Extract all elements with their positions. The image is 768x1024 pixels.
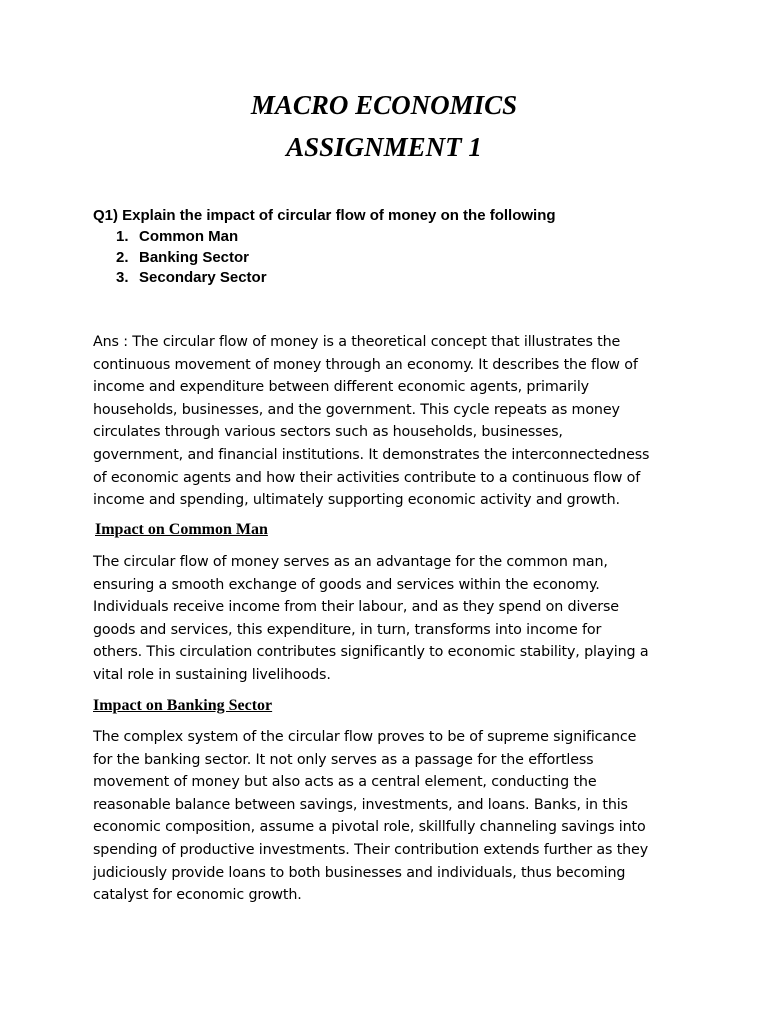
list-item-number: 1. bbox=[116, 228, 129, 245]
text-line: reasonable balance between savings, investments, and loans. Banks, in this bbox=[93, 796, 628, 813]
text-line: spending of productive investments. Their contribution extends further as they bbox=[93, 841, 649, 858]
text-line: continuous movement of money through an economy. It describes the flow of bbox=[93, 356, 638, 373]
text-line: The circular flow of money serves as an advantage for the common man, bbox=[93, 554, 608, 570]
text-line: vital role in sustaining livelihoods. bbox=[93, 666, 331, 683]
list-item bbox=[116, 248, 267, 269]
text-line: movement of money but also acts as a central element, conducting the bbox=[93, 774, 597, 791]
text-line: of economic agents and how their activities contribute to a continuous flow of bbox=[93, 469, 641, 486]
text-line: Ans : The circular flow of money is a theoretical concept that illustrates the bbox=[93, 334, 621, 350]
document-subtitle: ASSIGNMENT 1 bbox=[286, 132, 482, 162]
text-line: economic composition, assume a pivotal role, skillfully channeling savings into bbox=[93, 819, 646, 836]
list-item-number: 3. bbox=[116, 269, 129, 286]
text-line: others. This circulation contributes significantly to economic stability, playing a bbox=[93, 644, 649, 661]
text-line: for the banking sector. It not only serves as a passage for the effortless bbox=[93, 751, 594, 768]
text-line: income and expenditure between different economic agents, primarily bbox=[93, 379, 589, 396]
text-line: The complex system of the circular flow proves to be of supreme significance bbox=[93, 729, 637, 745]
text-line: households, businesses, and the government. This cycle repeats as money bbox=[93, 401, 620, 418]
text-line: income and spending, ultimately supporting economic activity and growth. bbox=[93, 492, 620, 509]
document-title: MACRO ECONOMICS bbox=[250, 90, 518, 120]
common-man-paragraph bbox=[93, 551, 693, 687]
question-list bbox=[116, 227, 267, 289]
banking-sector-paragraph bbox=[93, 726, 693, 907]
list-item bbox=[116, 268, 267, 289]
list-item-number: 2. bbox=[116, 248, 129, 266]
list-item-text: Banking Sector bbox=[139, 248, 250, 266]
answer-paragraph bbox=[93, 331, 693, 512]
section-heading-banking-sector: Impact on Banking Sector bbox=[93, 697, 273, 714]
text-line: catalyst for economic growth. bbox=[93, 887, 302, 904]
list-item-text: Secondary Sector bbox=[139, 269, 267, 286]
list-item bbox=[116, 227, 267, 248]
text-line: judiciously provide loans to both businesses and individuals, thus becoming bbox=[93, 864, 626, 881]
question-text: Q1) Explain the impact of circular flow of money on the following bbox=[93, 207, 556, 224]
text-line: government, and financial institutions. It demonstrates the interconnectedness bbox=[93, 446, 650, 463]
text-line: goods and services, this expenditure, in turn, transforms into income for bbox=[93, 621, 602, 638]
text-line: Individuals receive income from their labour, and as they spend on diverse bbox=[93, 599, 619, 616]
list-item-text: Common Man bbox=[139, 228, 239, 245]
text-line: circulates through various sectors such as households, businesses, bbox=[93, 424, 563, 441]
section-heading-common-man: Impact on Common Man bbox=[95, 521, 268, 538]
text-line: ensuring a smooth exchange of goods and services within the economy. bbox=[93, 576, 600, 593]
